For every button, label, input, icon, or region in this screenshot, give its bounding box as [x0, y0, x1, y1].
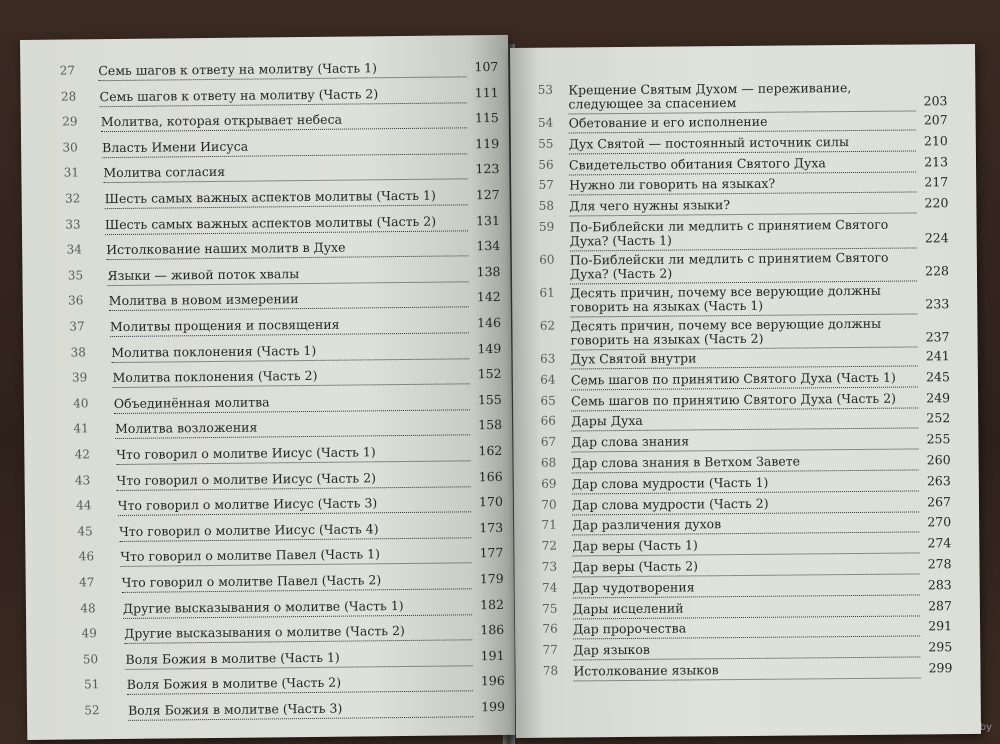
toc-entry: [513, 432, 978, 450]
toc-entry: [515, 599, 980, 617]
page-number: 252: [926, 410, 951, 426]
chapter-number: 42: [74, 447, 91, 462]
leader-line: [571, 386, 918, 390]
chapter-title: Дар слова знания: [571, 433, 690, 450]
chapter-number: 50: [82, 652, 99, 667]
page-number: 170: [478, 493, 503, 510]
toc-entry: [21, 111, 509, 130]
page-number: 283: [927, 577, 952, 593]
page-number: 207: [923, 112, 948, 128]
page-number: 107: [474, 58, 499, 75]
chapter-number: 54: [537, 115, 554, 130]
page-number: 291: [928, 618, 953, 634]
page-number: 155: [477, 391, 502, 408]
toc-entry: [24, 393, 512, 412]
toc-entry: [511, 134, 976, 152]
toc-entry: [512, 283, 977, 315]
chapter-number: 38: [70, 345, 86, 360]
toc-entry: [23, 290, 511, 309]
chapter-number: 31: [63, 165, 80, 180]
chapter-number: 66: [540, 413, 556, 428]
chapter-number: 29: [62, 114, 78, 129]
toc-entry: [22, 214, 510, 233]
chapter-title: Объединённая молитва: [113, 394, 270, 412]
toc-entry: [514, 515, 979, 533]
leader-line: [572, 531, 919, 535]
chapter-number: 76: [542, 621, 558, 636]
chapter-title: Для чего нужны языки?: [569, 197, 731, 214]
page-number: 210: [923, 133, 948, 149]
page-number: 213: [924, 154, 949, 170]
page-number: 111: [474, 84, 499, 101]
toc-entry: [512, 250, 977, 282]
chapter-title: Дух Святой — постоянный источник силы: [568, 134, 849, 152]
chapter-title: Другие высказывания о молитве (Часть 2): [124, 623, 405, 641]
chapter-title: Обетование и его исполнение: [568, 113, 768, 131]
chapter-number: 45: [77, 524, 93, 539]
chapter-title: Дары исцелений: [572, 600, 684, 617]
chapter-number: 77: [542, 642, 558, 657]
leader-line: [569, 171, 916, 175]
chapter-title: Другие высказывания о молитве (Часть 1): [122, 598, 404, 616]
chapter-number: 74: [542, 580, 558, 595]
leader-line: [573, 573, 920, 577]
toc-entry: [26, 649, 514, 668]
toc-entry: [513, 411, 978, 429]
leader-line: [573, 635, 920, 639]
leader-line: [569, 191, 916, 195]
chapter-number: 48: [80, 601, 96, 616]
toc-entry: [23, 342, 511, 361]
page-number: 228: [925, 263, 950, 279]
chapter-title: Молитва возложения: [114, 419, 258, 437]
chapter-title: Что говорил о молитве Иисус (Часть 2): [116, 470, 377, 489]
chapter-number: 28: [60, 89, 77, 104]
chapter-number: 57: [538, 177, 554, 192]
chapter-title: Шесть самых важных аспектов молитвы (Часть 1): [104, 187, 436, 207]
leader-line: [572, 552, 919, 556]
leader-line: [569, 129, 916, 133]
page-number: 295: [928, 639, 953, 655]
chapter-title: Семь шагов по принятию Святого Духа (Часть 1): [570, 369, 896, 388]
chapter-number: 59: [538, 219, 555, 234]
page-number: 220: [924, 195, 949, 211]
toc-entry: [510, 80, 975, 112]
chapter-number: 30: [62, 140, 78, 155]
chapter-number: 46: [78, 549, 95, 564]
chapter-title: По-Библейски ли медлить с принятием Святого Духа? (Часть 2): [569, 249, 889, 281]
page-number: 146: [477, 314, 502, 331]
chapter-title: Молитва в новом измерении: [108, 291, 299, 309]
chapter-title: Воля Божия в молитве (Часть 2): [126, 674, 342, 692]
chapter-number: 53: [537, 82, 554, 97]
page-number: 134: [476, 237, 501, 254]
chapter-title: Воля Божия в молитве (Часть 3): [127, 700, 343, 718]
page-number: 173: [479, 519, 504, 536]
chapter-number: 47: [78, 575, 95, 590]
chapter-title: Семь шагов к ответу на молитву (Часть 2): [99, 86, 379, 105]
chapter-title: Дары Духа: [571, 412, 643, 429]
left-page: [20, 35, 515, 740]
toc-entry: [515, 619, 980, 637]
page-number: 267: [927, 494, 952, 510]
chapter-number: 32: [64, 191, 81, 206]
chapter-number: 40: [73, 396, 89, 411]
page-number: 199: [481, 698, 506, 715]
leader-line: [572, 511, 919, 515]
chapter-number: 27: [59, 63, 76, 78]
page-number: 224: [924, 230, 949, 246]
toc-entry: [511, 175, 976, 193]
chapter-number: 68: [540, 455, 557, 470]
page-number: 203: [923, 93, 948, 109]
toc-entry: [22, 239, 510, 258]
page-number: 186: [480, 621, 505, 638]
toc-entry: [21, 86, 509, 105]
toc-entry: [515, 578, 980, 596]
chapter-title: Власть Имени Иисуса: [102, 138, 249, 156]
chapter-title: Семь шагов по принятию Святого Духа (Часть 2): [571, 390, 897, 409]
toc-entry: [514, 495, 979, 513]
page-number: 299: [928, 660, 953, 676]
toc-entry: [23, 316, 511, 335]
page-number: 241: [925, 348, 950, 364]
chapter-number: 75: [542, 601, 558, 616]
page-number: 278: [927, 556, 952, 572]
toc-entry: [26, 598, 514, 617]
chapter-number: 33: [65, 217, 81, 232]
toc-entry: [515, 661, 980, 679]
leader-line: [572, 448, 919, 452]
page-number: 249: [926, 390, 951, 406]
toc-entry: [515, 640, 980, 658]
chapter-title: Дар чудотворения: [572, 579, 695, 596]
chapter-number: 60: [539, 252, 555, 267]
chapter-title: Свидетельство обитания Святого Духа: [568, 155, 826, 173]
toc-entry: [511, 113, 976, 131]
toc-entry: [20, 60, 508, 79]
chapter-number: 41: [73, 421, 89, 436]
toc-entry: [25, 495, 513, 514]
page-number: 196: [480, 672, 505, 689]
chapter-number: 70: [541, 497, 557, 512]
chapter-number: 36: [68, 293, 84, 308]
chapter-number: 49: [81, 626, 97, 641]
chapter-number: 73: [541, 559, 558, 574]
chapter-number: 56: [538, 157, 554, 172]
toc-entry: [511, 155, 976, 173]
page-number: 182: [480, 596, 505, 613]
chapter-title: Дар слова мудрости (Часть 2): [571, 495, 769, 513]
toc-entry: [514, 557, 979, 575]
chapter-number: 63: [540, 351, 556, 366]
toc-entry: [513, 391, 978, 409]
page-number: 166: [478, 468, 503, 485]
chapter-title: Что говорил о молитве Иисус (Часть 4): [119, 521, 379, 539]
page-number: 138: [476, 263, 501, 280]
toc-entry: [512, 316, 977, 348]
chapter-title: Молитва поклонения (Часть 1): [111, 342, 317, 361]
page-number: 179: [479, 570, 504, 587]
page-number: 123: [475, 160, 500, 177]
leader-line: [571, 365, 918, 369]
leader-line: [572, 469, 919, 473]
page-number: 255: [926, 431, 951, 447]
chapter-number: 78: [542, 663, 559, 678]
chapter-number: 43: [74, 473, 91, 488]
leader-line: [573, 594, 920, 598]
page-number: 263: [926, 473, 951, 489]
chapter-number: 37: [69, 319, 85, 334]
toc-entry: [27, 700, 515, 719]
chapter-title: Молитва, которая открывает небеса: [100, 111, 343, 130]
chapter-title: Дар веры (Часть 1): [572, 537, 698, 554]
watermark: ay.by: [965, 722, 992, 733]
chapter-title: Нужно ли говорить на языках?: [569, 175, 776, 193]
toc-entry: [25, 470, 513, 489]
chapter-title: Десять причин, почему все верующие должны говорить на языках (Часть 1): [570, 282, 881, 314]
page-number: 217: [924, 174, 949, 190]
chapter-title: Дар пророчества: [573, 620, 687, 637]
toc-entry: [24, 444, 512, 463]
toc-entry: [21, 162, 509, 181]
page-number: 115: [474, 109, 499, 126]
toc-entry: [514, 453, 979, 471]
toc-entry: [25, 521, 513, 540]
chapter-number: 55: [538, 136, 554, 151]
chapter-title: Дар слова знания в Ветхом Завете: [571, 453, 801, 471]
page-number: 162: [478, 442, 503, 459]
chapter-number: 61: [539, 285, 555, 300]
toc-entry: [25, 546, 513, 565]
page-number: 260: [926, 452, 951, 468]
toc-entry: [514, 474, 979, 492]
toc-entry: [24, 418, 512, 437]
chapter-title: Что говорил о молитве Павел (Часть 2): [121, 572, 382, 590]
chapter-title: Дар слова мудрости (Часть 1): [571, 474, 769, 492]
toc-entry: [23, 367, 511, 386]
chapter-title: Что говорил о молитве Иисус (Часть 1): [116, 444, 376, 463]
page-number: 177: [479, 544, 504, 561]
chapter-title: Воля Божия в молитве (Часть 1): [125, 649, 340, 667]
chapter-title: Истолкование наших молитв в Духе: [106, 239, 346, 258]
chapter-title: Молитва согласия: [103, 163, 226, 181]
chapter-number: 51: [84, 677, 100, 692]
chapter-number: 34: [66, 242, 82, 257]
page-number: 152: [477, 365, 502, 382]
leader-line: [574, 677, 921, 681]
leader-line: [569, 212, 916, 216]
chapter-title: Десять причин, почему все верующие должны говорить на языках (Часть 2): [570, 315, 882, 347]
page-number: 191: [480, 647, 505, 664]
leader-line: [571, 427, 918, 431]
chapter-title: Истолкование языков: [573, 662, 719, 679]
leader-line: [569, 150, 916, 154]
chapter-number: 67: [540, 434, 557, 449]
chapter-number: 62: [539, 318, 556, 333]
leader-line: [573, 615, 920, 619]
chapter-title: Крещение Святым Духом — переживание, следующее за спасением: [568, 80, 852, 111]
leader-line: [571, 407, 918, 411]
chapter-title: Что говорил о молитве Павел (Часть 1): [120, 546, 381, 564]
chapter-title: Дар языков: [573, 641, 650, 658]
page-number: 237: [925, 329, 950, 345]
toc-entry: [22, 188, 510, 207]
chapter-number: 44: [76, 498, 92, 513]
toc-entry: [513, 370, 978, 388]
toc-entry: [26, 572, 514, 591]
chapter-number: 52: [84, 703, 100, 718]
chapter-title: Дар различения духов: [572, 516, 722, 533]
chapter-title: Молитва поклонения (Часть 2): [112, 367, 318, 386]
page-number: 131: [475, 212, 500, 229]
toc-entry: [22, 265, 510, 284]
chapter-number: 65: [540, 393, 556, 408]
page-number: 245: [925, 369, 950, 385]
chapter-title: Дух Святой внутри: [570, 350, 697, 367]
leader-line: [573, 656, 920, 660]
chapter-title: Молитвы прощения и посвящения: [109, 316, 340, 335]
page-number: 233: [925, 296, 950, 312]
page-number: 149: [477, 340, 502, 357]
page-number: 119: [475, 135, 500, 152]
right-page: [510, 44, 981, 738]
leader-line: [572, 490, 919, 494]
chapter-number: 39: [71, 370, 88, 385]
chapter-number: 64: [540, 372, 556, 387]
chapter-title: Языки — живой поток хвалы: [107, 266, 300, 284]
chapter-title: По-Библейски ли медлить с принятием Святого Духа? (Часть 1): [569, 216, 889, 248]
page-number: 158: [478, 416, 503, 433]
page-number: 270: [927, 514, 952, 530]
page-number: 274: [927, 535, 952, 551]
chapter-number: 69: [541, 476, 557, 491]
chapter-number: 72: [541, 538, 558, 553]
toc-entry: [511, 196, 976, 214]
page-number: 127: [475, 186, 500, 203]
page-number: 287: [927, 598, 952, 614]
chapter-title: Семь шагов к ответу на молитву (Часть 1): [98, 60, 377, 79]
chapter-number: 58: [538, 198, 555, 213]
toc-entry: [21, 137, 509, 156]
chapter-title: Дар веры (Часть 2): [572, 558, 699, 575]
chapter-number: 71: [541, 517, 557, 532]
toc-entry: [512, 217, 977, 249]
toc-entry: [26, 623, 514, 642]
toc-entry: [513, 349, 978, 367]
chapter-title: Шесть самых важных аспектов молитвы (Часть 2): [104, 213, 437, 233]
toc-entry: [514, 536, 979, 554]
page-number: 142: [476, 288, 501, 305]
toc-entry: [27, 674, 515, 693]
chapter-title: Что говорил о молитве Иисус (Часть 3): [117, 495, 378, 514]
chapter-number: 35: [67, 268, 84, 283]
